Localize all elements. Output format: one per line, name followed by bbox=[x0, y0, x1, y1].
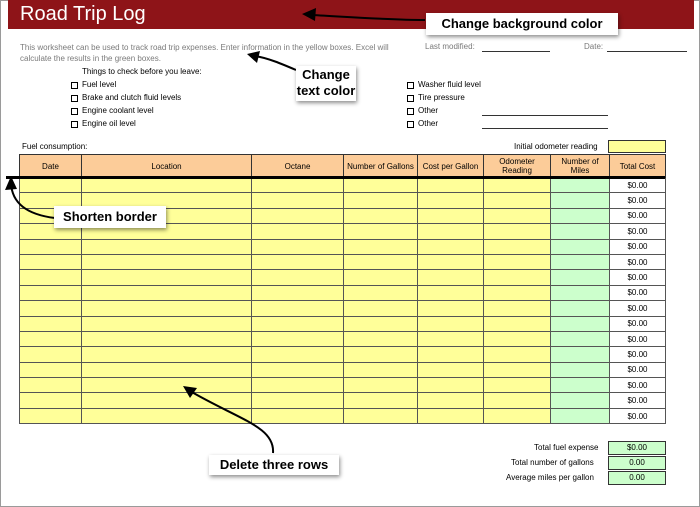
arrowhead bbox=[5, 176, 17, 190]
last-modified-label: Last modified: bbox=[425, 42, 475, 51]
table-cell[interactable]: $0.00 bbox=[610, 408, 666, 423]
checklist-item: Tire pressure bbox=[418, 93, 465, 102]
total-label: Average miles per gallon bbox=[506, 473, 594, 482]
table-cell[interactable]: $0.00 bbox=[610, 347, 666, 362]
table-cell[interactable]: $0.00 bbox=[610, 362, 666, 377]
total-label: Total fuel expense bbox=[534, 443, 599, 452]
checklist-item: Engine coolant level bbox=[82, 106, 154, 115]
page-title: Road Trip Log bbox=[20, 3, 146, 25]
table-cell[interactable]: $0.00 bbox=[610, 301, 666, 316]
table-cell[interactable]: $0.00 bbox=[610, 393, 666, 408]
arrow-path bbox=[312, 15, 425, 20]
arrow-path bbox=[255, 56, 296, 70]
table-cell[interactable]: $0.00 bbox=[610, 239, 666, 254]
table-cell[interactable]: $0.00 bbox=[610, 178, 666, 193]
checklist-item: Engine oil level bbox=[82, 119, 136, 128]
checklist-heading: Things to check before you leave: bbox=[82, 67, 202, 76]
table-cell[interactable]: $0.00 bbox=[610, 208, 666, 223]
column-header[interactable]: Number of Gallons bbox=[344, 155, 418, 178]
table-cell[interactable]: $0.00 bbox=[610, 316, 666, 331]
arrowhead bbox=[247, 51, 260, 63]
fuel-consumption-label: Fuel consumption: bbox=[22, 142, 88, 151]
table-cell[interactable]: $0.00 bbox=[610, 270, 666, 285]
table-cell[interactable]: $0.00 bbox=[610, 193, 666, 208]
table-cell[interactable]: $0.00 bbox=[610, 285, 666, 300]
total-label: Total number of gallons bbox=[511, 458, 594, 467]
checklist-item: Brake and clutch fluid levels bbox=[82, 93, 182, 102]
column-header[interactable]: Number of Miles bbox=[551, 155, 610, 178]
intro-text: This worksheet can be used to track road trip expenses. Enter information in the yellow boxes. Excel will calculate the results in the green boxes. bbox=[20, 43, 389, 63]
column-header[interactable]: Location bbox=[82, 155, 252, 178]
callout-delete-three-rows: Delete three rows bbox=[209, 455, 339, 475]
total-gallons-value[interactable]: 0.00 bbox=[608, 456, 666, 470]
callout-shorten-border: Shorten border bbox=[54, 206, 166, 228]
table-cell[interactable]: $0.00 bbox=[610, 331, 666, 346]
checklist-item: Other bbox=[418, 119, 439, 128]
column-header[interactable]: Date bbox=[20, 155, 82, 178]
arrowhead bbox=[302, 8, 316, 21]
checklist-item: Fuel level bbox=[82, 80, 117, 89]
table-cell[interactable]: $0.00 bbox=[610, 378, 666, 393]
checklist-item: Washer fluid level bbox=[418, 80, 481, 89]
average-mpg-value[interactable]: 0.00 bbox=[608, 471, 666, 485]
column-header[interactable]: Octane bbox=[252, 155, 344, 178]
arrowhead bbox=[183, 386, 197, 398]
column-header[interactable]: Total Cost bbox=[610, 155, 666, 178]
column-header[interactable]: Odometer Reading bbox=[484, 155, 551, 178]
arrow-path bbox=[190, 391, 273, 453]
table-cell[interactable]: $0.00 bbox=[610, 224, 666, 239]
checklist-item: Other bbox=[418, 106, 439, 115]
odometer-label: Initial odometer reading bbox=[514, 142, 598, 151]
callout-change-bg-color: Change background color bbox=[426, 13, 618, 35]
callout-change-text-color: Change text color bbox=[296, 66, 356, 101]
date-label: Date: bbox=[584, 42, 604, 51]
column-header[interactable]: Cost per Gallon bbox=[418, 155, 484, 178]
arrow-path bbox=[11, 183, 55, 218]
table-cell[interactable]: $0.00 bbox=[610, 254, 666, 269]
total-fuel-expense-value[interactable]: $0.00 bbox=[608, 441, 666, 455]
